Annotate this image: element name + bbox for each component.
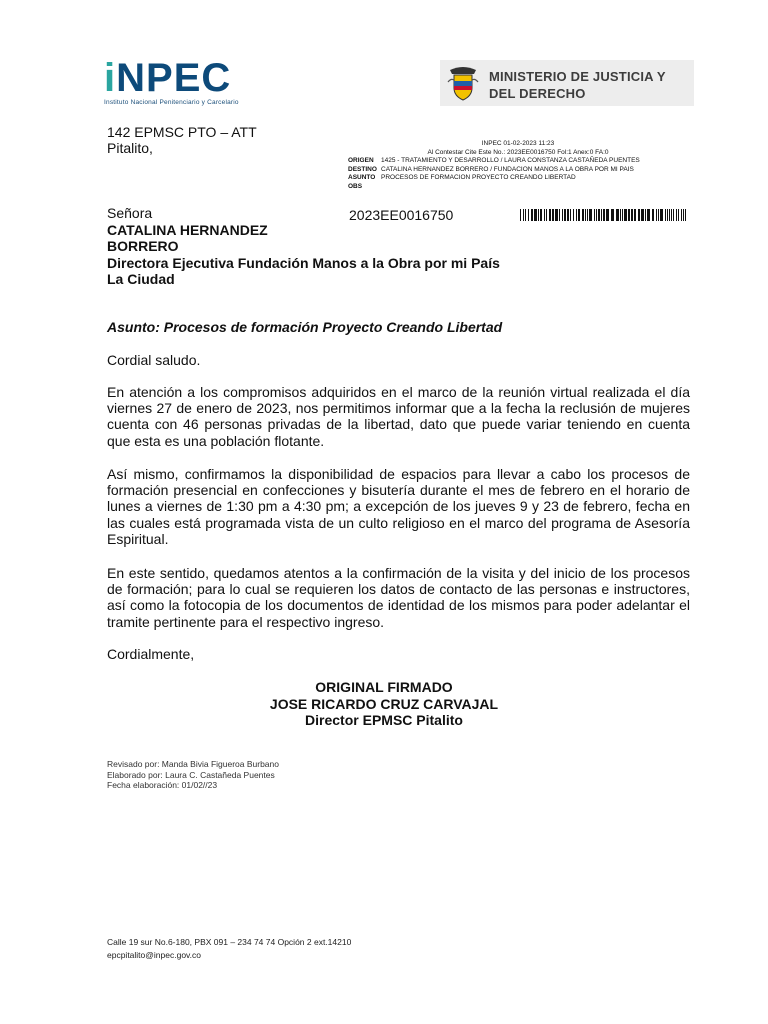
signature-block [107,679,661,729]
preparation-date: Fecha elaboración: 01/02//23 [107,780,218,790]
ministry-line-2: DEL DERECHO [489,86,586,101]
recipient-salutation: Señora [107,205,153,221]
ministry-name [489,68,666,102]
document-metadata [107,759,279,791]
footer-email[interactable]: epcpitalito@inpec.gov.co [107,949,201,960]
signature-status: ORIGINAL FIRMADO [315,679,453,695]
recipient-block [107,205,500,288]
footer-address: Calle 19 sur No.6-180, PBX 091 – 234 74 74 Opción 2 ext.14210 [107,937,352,947]
paragraph-3: En este sentido, quedamos atentos a la confirmación de la visita y del inicio de los procesos de formación; para lo cual se requieren los datos de contacto de las personas e instructores, así como la fotocopia de los documentos de identidad de los mismos para poder adelantar el tramite pertinente para el respectivo ingreso. [107,565,690,630]
radication-number: 2023EE0016750 [349,207,454,223]
paragraph-2: Así mismo, confirmamos la disponibilidad de espacios para llevar a cabo los procesos de formación presencial en confecciones y bisutería durante el mes de febrero en el horario de lunes a viernes de 1:30 pm a 4:30 pm; a excepción de los jueves 9 y 23 de febrero, fecha en las cuales está programada vista de un culto religioso en el marco del programa de Asesoría Espiritual. [107,466,690,547]
letter-subject: Asunto: Procesos de formación Proyecto Creando Libertad [107,319,503,335]
paragraph-1: En atención a los compromisos adquiridos en el marco de la reunión virtual realizada el día viernes 27 de enero de 2023, nos permitimos informar que a la fecha la reclusión de mujeres cuenta con 46 personas privadas de la libertad, dato que puede variar teniendo en cuenta que esta es una población flotante. [107,384,690,449]
inpec-wordmark: iNPEC [104,56,232,100]
reviewed-by: Revisado por: Manda Bivia Figueroa Burbano [107,759,279,769]
sender-reference-code: 142 EPMSC PTO – ATT [107,124,257,140]
stamp-row-origin: ORIGEN 1425 - TRATAMIENTO Y DESARROLLO / LAURA CONSTANZA CASTAÑEDA PUENTES [348,157,640,165]
signatory-title: Director EPMSC Pitalito [305,712,463,728]
recipient-city: La Ciudad [107,271,175,287]
stamp-row-destination: DESTINO CATALINA HERNANDEZ BORRERO / FUNDACION MANOS A LA OBRA POR MI PAIS [348,165,634,173]
prepared-by: Elaborado por: Laura C. Castañeda Puentes [107,769,275,780]
recipient-position: Directora Ejecutiva Fundación Manos a la Obra por mi País [107,254,500,271]
ministry-logo [440,60,694,106]
greeting: Cordial saludo. [107,352,201,368]
stamp-row-obs: OBS [348,182,363,190]
inpec-full-name: Instituto Nacional Penitenciario y Carcelario [104,99,239,106]
recipient-name-line-1: CATALINA HERNANDEZ [107,221,268,238]
sender-reference [107,124,257,156]
radication-stamp [348,140,688,192]
colombia-coat-of-arms-icon [446,64,480,102]
sender-city: Pitalito, [107,140,153,156]
barcode-icon [520,209,686,221]
ministry-line-1: MINISTERIO DE JUSTICIA Y [489,69,666,84]
inpec-logo [104,56,239,106]
signatory-name: JOSE RICARDO CRUZ CARVAJAL [269,695,499,712]
closing: Cordialmente, [107,646,195,662]
stamp-row-subject: ASUNTO PROCESOS DE FORMACION PROYECTO CREANDO LIBERTAD [348,174,576,182]
recipient-name-line-2: BORRERO [107,238,179,254]
stamp-date: INPEC 01-02-2023 11:23 [481,140,555,147]
footer [107,936,351,961]
stamp-cite-number: Al Contestar Cite Este No.: 2023EE0016750 Fol:1 Anex:0 FA:0 [427,148,609,156]
